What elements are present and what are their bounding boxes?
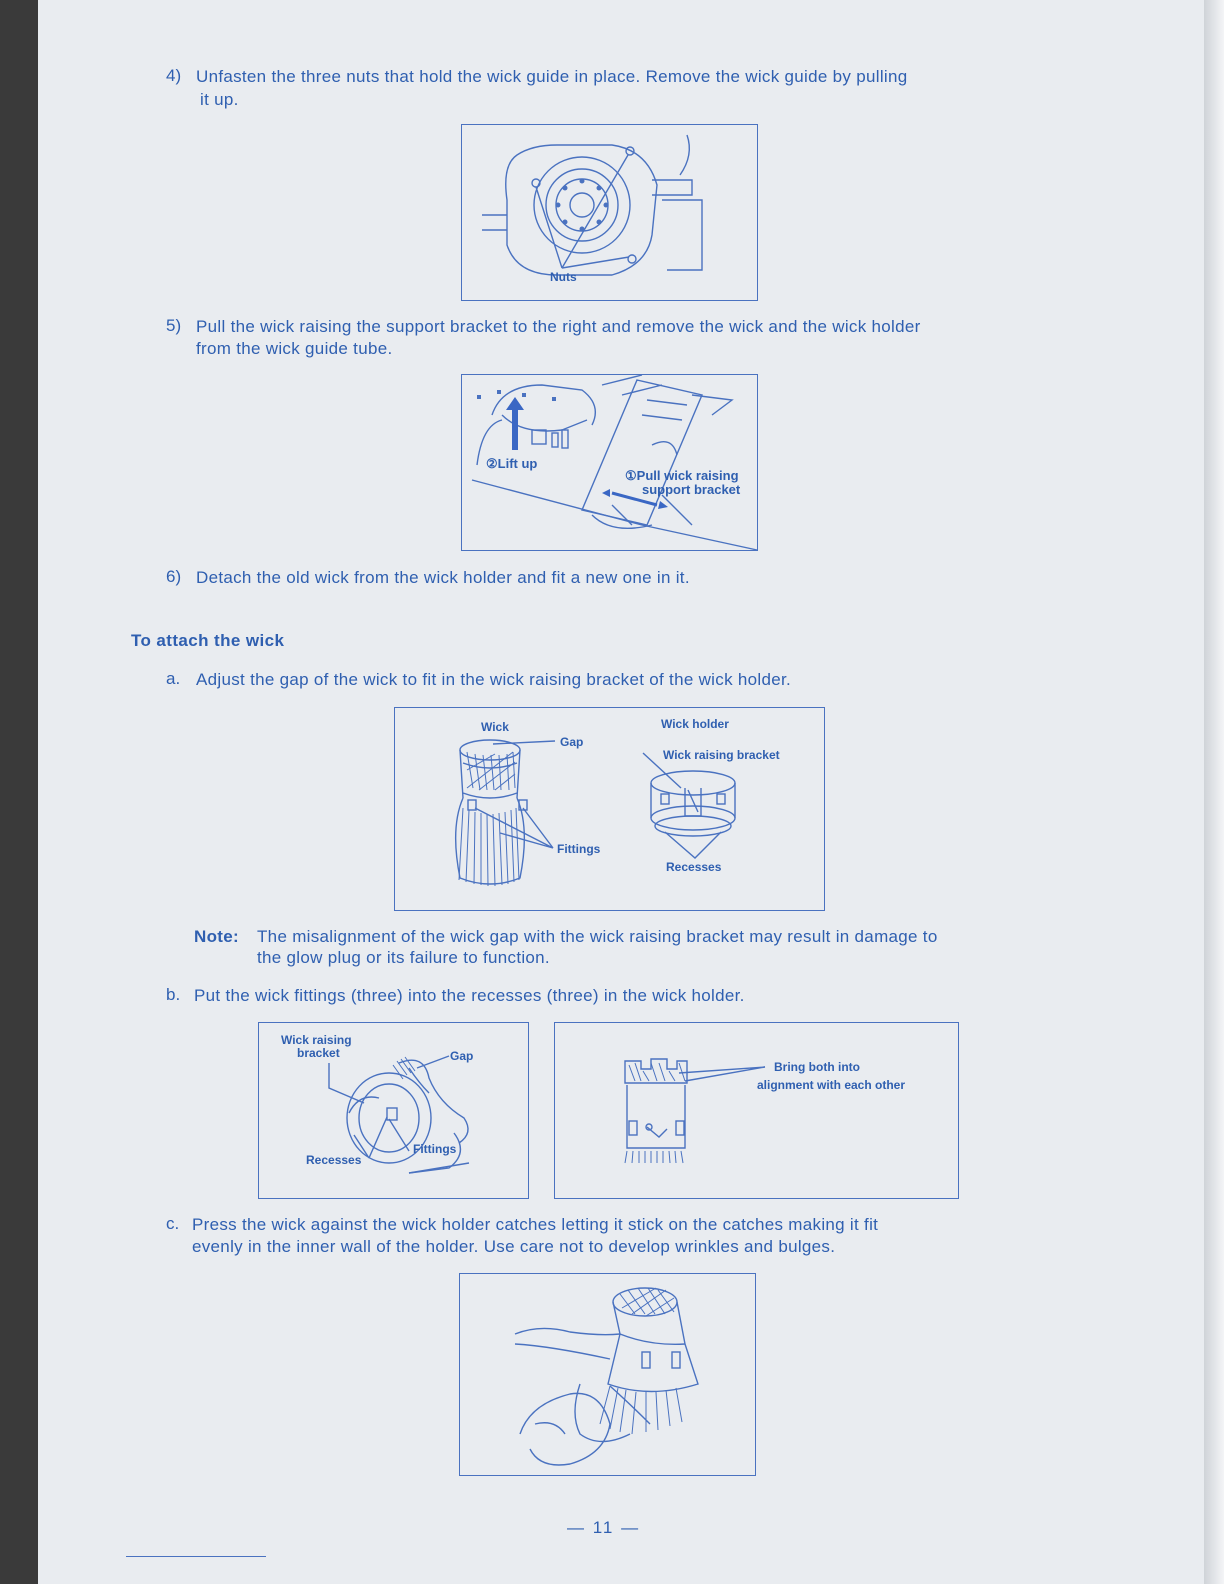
label-bring-both: Bring both into (774, 1060, 860, 1074)
step-6-text: Detach the old wick from the wick holder and fit a new one in it. (196, 568, 690, 587)
substep-b-text: Put the wick fittings (three) into the recesses (three) in the wick holder. (194, 986, 745, 1005)
substep-b-letter: b. (166, 985, 181, 1004)
figure-wick-and-holder (394, 707, 825, 911)
label-gap: Gap (560, 735, 584, 749)
figure-pull-bracket (461, 374, 758, 551)
label-fittings: Fittings (557, 842, 601, 856)
page-number: — 11 — (567, 1518, 641, 1537)
footer-rule (126, 1556, 266, 1557)
figure-wick-guide-nuts (461, 124, 758, 301)
note-text: The misalignment of the wick gap with the wick raising bracket may result in damage to (257, 927, 938, 946)
note-text-cont: the glow plug or its failure to function. (257, 948, 550, 967)
label-wick-holder: Wick holder (661, 717, 729, 731)
step-4-number: 4) (166, 66, 182, 85)
note-label: Note: (194, 927, 239, 946)
label-fittings-b: Fittings (413, 1142, 457, 1156)
step-6-number: 6) (166, 567, 182, 586)
substep-c-letter: c. (166, 1214, 180, 1233)
step-5-text: Pull the wick raising the support bracket to the right and remove the wick and the wick holder (196, 317, 921, 336)
alignment-illustration (555, 1023, 958, 1198)
section-heading: To attach the wick (131, 631, 285, 650)
label-wick: Wick (481, 720, 509, 734)
step-5-text-cont: from the wick guide tube. (196, 339, 393, 358)
label-recesses-b: Recesses (306, 1153, 362, 1167)
step-4-text: Unfasten the three nuts that hold the wick guide in place. Remove the wick guide by pulling (196, 67, 908, 86)
label-alignment: alignment with each other (757, 1078, 906, 1092)
step-4-text-cont: it up. (200, 90, 239, 109)
label-pull-wick: ①Pull wick raising (625, 468, 739, 483)
press-wick-illustration (460, 1274, 755, 1475)
wick-and-holder-illustration (395, 708, 824, 910)
substep-c-text: Press the wick against the wick holder catches letting it stick on the catches making it fit (192, 1215, 879, 1234)
figure-fittings-into-recesses (258, 1022, 529, 1199)
figure-alignment (554, 1022, 959, 1199)
label-nuts: Nuts (550, 270, 577, 284)
step-5-number: 5) (166, 316, 182, 335)
label-wick-raising: Wick raising (281, 1033, 352, 1047)
label-bracket: bracket (297, 1046, 340, 1060)
wick-guide-illustration (462, 125, 757, 300)
label-lift-up: ②Lift up (486, 456, 538, 471)
figure-press-wick (459, 1273, 756, 1476)
substep-c-text-cont: evenly in the inner wall of the holder. Use care not to develop wrinkles and bulges. (192, 1237, 836, 1256)
label-wick-raising-bracket: Wick raising bracket (663, 748, 780, 762)
label-recesses: Recesses (666, 860, 722, 874)
substep-a-text: Adjust the gap of the wick to fit in the wick raising bracket of the wick holder. (196, 670, 792, 689)
substep-a-letter: a. (166, 669, 181, 688)
label-support-bracket: support bracket (642, 482, 741, 497)
label-gap-b: Gap (450, 1049, 474, 1063)
page-edge (1204, 0, 1224, 1584)
